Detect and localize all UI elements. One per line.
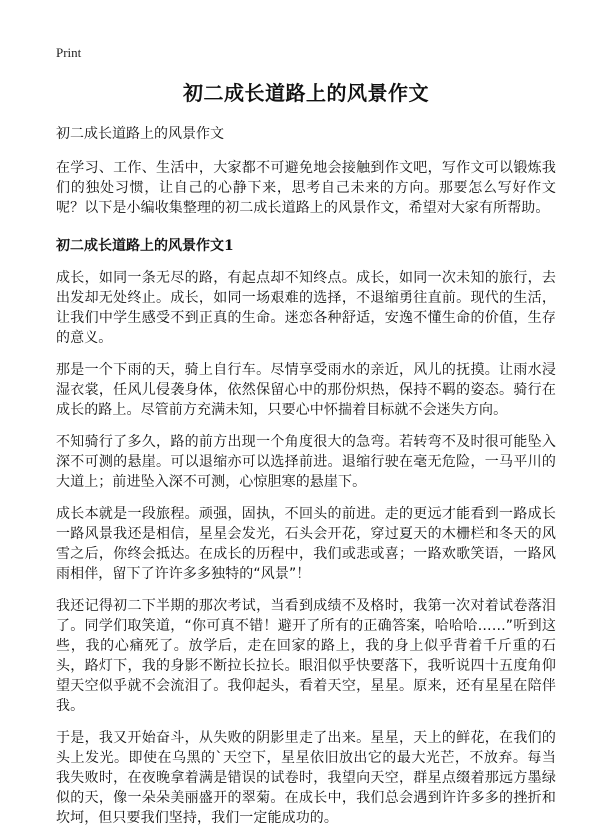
body-paragraph: 那是一个下雨的天，骑上自行车。尽情享受雨水的亲近，风儿的抚摸。让雨水浸湿衣裳，任风儿侵袭身体，依然保留心中的那份炽热，保持不羁的姿态。骑行在成长的路上。尽管前方充满未知，只要心中怀揣着目标就不会迷失方向。 [56,362,556,418]
section-heading: 初二成长道路上的风景作文1 [56,238,234,254]
body-paragraph: 不知骑行了多久，路的前方出现一个角度很大的急弯。若转弯不及时很可能坠入深不可测的悬崖。可以退缩亦可以选择前进。退缩行驶在毫无危险，一马平川的大道上；前进坠入深不可测，心惊胆寒的悬崖下。 [56,434,556,490]
body-paragraph: 成长，如同一条无尽的路，有起点却不知终点。成长，如同一次未知的旅行，去出发却无处终止。成长，如同一场艰难的选择，不退缩勇往直前。现代的生活，让我们中学生感受不到正真的生命。迷恋各种舒适，安逸不懂生命的价值，生存的意义。 [56,270,556,346]
intro-paragraph: 在学习、工作、生活中，大家都不可避免地会接触到作文吧，写作文可以锻炼我们的独处习惯，让自己的心静下来，思考自己未来的方向。那要怎么写好作文呢？以下是小编收集整理的初二成长道路上的风景作文，希望对大家有所帮助。 [56,160,556,216]
body-paragraph: 成长本就是一段旅程。顽强，固执，不回头的前进。走的更远才能看到一路成长一路风景我还是相信，星星会发光，石头会开花，穿过夏天的木栅栏和冬天的风雪之后，你终会抵达。在成长的历程中，我们或悲或喜；一路欢歌笑语，一路风雨相伴，留下了许许多多独特的“风景”！ [56,506,556,582]
page-title: 初二成长道路上的风景作文 [183,81,429,105]
body-paragraph: 于是，我又开始奋斗，从失败的阴影里走了出来。星星，天上的鲜花，在我们的头上发光。即使在乌黑的`天空下，星星依旧放出它的最大光芒，不放弃。每当我失败时，在夜晚拿着满是错误的试卷时，我望向天空，群星点缀着那远方墨绿似的天，像一朵朵美丽盛开的翠菊。在成长中，我们总会遇到许许多多的挫折和坎坷，但只要我们坚持，我们一定能成功的。 [56,730,556,826]
body-paragraph: 我还记得初二下半期的那次考试，当看到成绩不及格时，我第一次对着试卷落泪了。同学们取笑道，“你可真不错！避开了所有的正确答案，哈哈哈……”听到这些，我的心痛死了。放学后，走在回家的路上，我的身上似乎背着千斤重的石头，路灯下，我的身影不断拉长拉长。眼泪似乎快要落下，我听说四十五度角仰望天空似乎就不会流泪了。我仰起头，看着天空，星星。原来，还有星星在陪伴我。 [56,598,556,714]
print-link[interactable]: Print [56,45,82,60]
document-subtitle: 初二成长道路上的风景作文 [56,126,224,142]
